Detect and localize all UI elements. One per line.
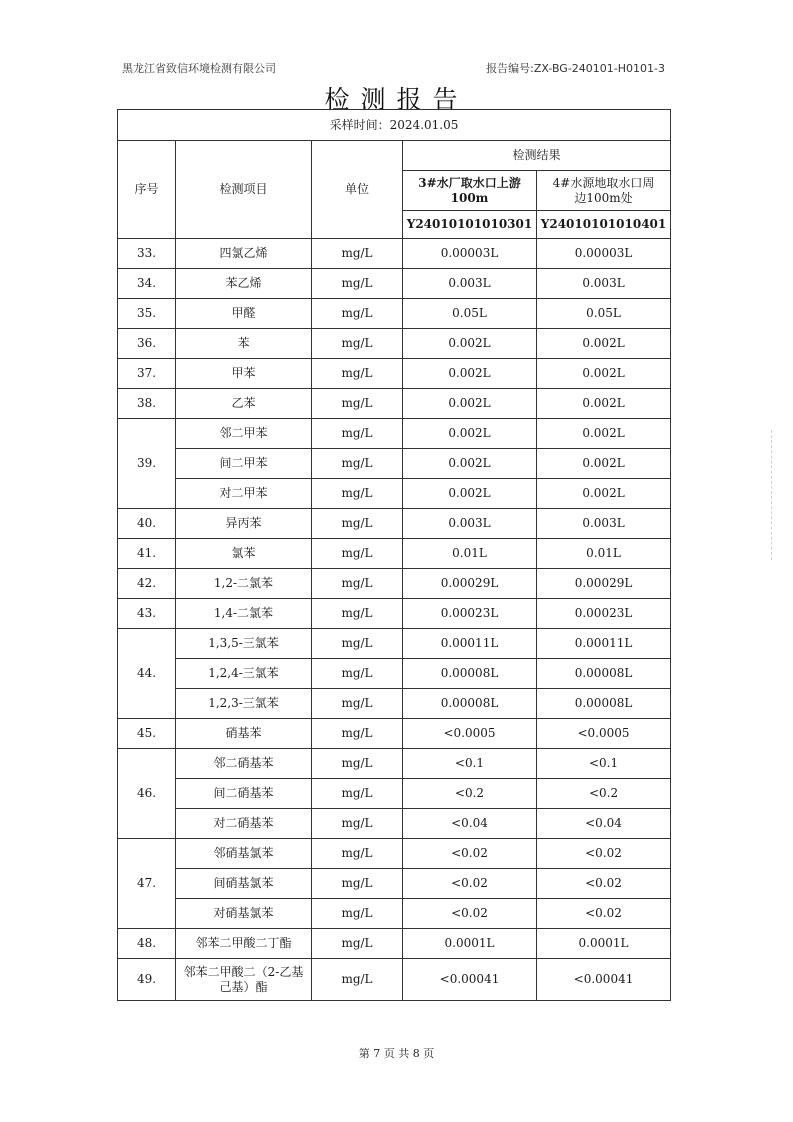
table-row bbox=[118, 959, 671, 1001]
value-cell-site-1: 0.05L bbox=[403, 299, 537, 329]
seq-cell: 49. bbox=[118, 959, 176, 1001]
table-row bbox=[118, 389, 671, 419]
seq-cell: 37. bbox=[118, 359, 176, 389]
value-cell-site-1: 0.002L bbox=[403, 329, 537, 359]
value-cell-site-2: 0.00023L bbox=[537, 599, 671, 629]
value-cell-site-2: 0.01L bbox=[537, 539, 671, 569]
unit-cell: mg/L bbox=[312, 449, 403, 479]
sample-code-1: Y24010101010301 bbox=[403, 211, 537, 239]
seq-cell: 35. bbox=[118, 299, 176, 329]
item-cell: 对二甲苯 bbox=[176, 479, 312, 509]
table-row bbox=[118, 329, 671, 359]
value-cell-site-2: 0.002L bbox=[537, 479, 671, 509]
unit-cell: mg/L bbox=[312, 689, 403, 719]
value-cell-site-1: <0.00041 bbox=[403, 959, 537, 1001]
table-row bbox=[118, 479, 671, 509]
company-name: 黑龙江省致信环境检测有限公司 bbox=[122, 62, 276, 75]
value-cell-site-2: <0.1 bbox=[537, 749, 671, 779]
header-site-2: 4#水源地取水口周边100m处 bbox=[537, 171, 671, 211]
item-cell: 对硝基氯苯 bbox=[176, 899, 312, 929]
value-cell-site-2: 0.00008L bbox=[537, 659, 671, 689]
value-cell-site-2: 0.003L bbox=[537, 269, 671, 299]
seq-cell: 42. bbox=[118, 569, 176, 599]
table-row bbox=[118, 449, 671, 479]
value-cell-site-1: <0.02 bbox=[403, 839, 537, 869]
table-row bbox=[118, 839, 671, 869]
value-cell-site-1: <0.1 bbox=[403, 749, 537, 779]
value-cell-site-2: 0.00011L bbox=[537, 629, 671, 659]
value-cell-site-2: 0.00003L bbox=[537, 239, 671, 269]
value-cell-site-2: <0.02 bbox=[537, 839, 671, 869]
unit-cell: mg/L bbox=[312, 419, 403, 449]
unit-cell: mg/L bbox=[312, 809, 403, 839]
unit-cell: mg/L bbox=[312, 569, 403, 599]
item-cell: 间二甲苯 bbox=[176, 449, 312, 479]
value-cell-site-1: 0.01L bbox=[403, 539, 537, 569]
value-cell-site-1: <0.0005 bbox=[403, 719, 537, 749]
seam-stamp bbox=[771, 430, 790, 560]
item-cell: 苯乙烯 bbox=[176, 269, 312, 299]
unit-cell: mg/L bbox=[312, 749, 403, 779]
item-cell: 乙苯 bbox=[176, 389, 312, 419]
value-cell-site-2: 0.05L bbox=[537, 299, 671, 329]
seq-cell: 34. bbox=[118, 269, 176, 299]
seq-cell: 40. bbox=[118, 509, 176, 539]
value-cell-site-2: 0.00029L bbox=[537, 569, 671, 599]
value-cell-site-2: <0.02 bbox=[537, 899, 671, 929]
unit-cell: mg/L bbox=[312, 869, 403, 899]
value-cell-site-1: 0.00023L bbox=[403, 599, 537, 629]
table-row bbox=[118, 569, 671, 599]
item-cell: 邻苯二甲酸二（2-乙基己基）酯 bbox=[176, 959, 312, 1001]
item-cell: 间硝基氯苯 bbox=[176, 869, 312, 899]
table-row bbox=[118, 299, 671, 329]
report-number: 报告编号:ZX-BG-240101-H0101-3 bbox=[486, 62, 665, 75]
table-row bbox=[118, 629, 671, 659]
seq-cell: 48. bbox=[118, 929, 176, 959]
unit-cell: mg/L bbox=[312, 779, 403, 809]
value-cell-site-2: 0.00008L bbox=[537, 689, 671, 719]
item-cell: 邻硝基氯苯 bbox=[176, 839, 312, 869]
unit-cell: mg/L bbox=[312, 299, 403, 329]
unit-cell: mg/L bbox=[312, 929, 403, 959]
seq-cell: 41. bbox=[118, 539, 176, 569]
value-cell-site-1: 0.00011L bbox=[403, 629, 537, 659]
item-cell: 四氯乙烯 bbox=[176, 239, 312, 269]
seq-cell: 44. bbox=[118, 629, 176, 719]
unit-cell: mg/L bbox=[312, 659, 403, 689]
value-cell-site-1: 0.002L bbox=[403, 389, 537, 419]
unit-cell: mg/L bbox=[312, 839, 403, 869]
value-cell-site-1: 0.0001L bbox=[403, 929, 537, 959]
seq-cell: 47. bbox=[118, 839, 176, 929]
value-cell-site-1: 0.002L bbox=[403, 479, 537, 509]
unit-cell: mg/L bbox=[312, 539, 403, 569]
table-row bbox=[118, 869, 671, 899]
value-cell-site-2: <0.0005 bbox=[537, 719, 671, 749]
value-cell-site-1: 0.003L bbox=[403, 509, 537, 539]
value-cell-site-1: 0.00003L bbox=[403, 239, 537, 269]
value-cell-site-1: 0.003L bbox=[403, 269, 537, 299]
item-cell: 甲醛 bbox=[176, 299, 312, 329]
table-row bbox=[118, 269, 671, 299]
value-cell-site-2: 0.002L bbox=[537, 359, 671, 389]
value-cell-site-2: 0.003L bbox=[537, 509, 671, 539]
seq-cell: 43. bbox=[118, 599, 176, 629]
header-item: 检测项目 bbox=[176, 141, 312, 239]
table-row bbox=[118, 599, 671, 629]
unit-cell: mg/L bbox=[312, 329, 403, 359]
seq-cell: 38. bbox=[118, 389, 176, 419]
table-row bbox=[118, 929, 671, 959]
item-cell: 异丙苯 bbox=[176, 509, 312, 539]
header-seq: 序号 bbox=[118, 141, 176, 239]
value-cell-site-2: <0.00041 bbox=[537, 959, 671, 1001]
header-result: 检测结果 bbox=[403, 141, 671, 171]
item-cell: 氯苯 bbox=[176, 539, 312, 569]
value-cell-site-1: <0.04 bbox=[403, 809, 537, 839]
table-row bbox=[118, 719, 671, 749]
item-cell: 1,3,5-三氯苯 bbox=[176, 629, 312, 659]
value-cell-site-2: 0.002L bbox=[537, 449, 671, 479]
item-cell: 邻苯二甲酸二丁酯 bbox=[176, 929, 312, 959]
sampling-time: 采样时间：2024.01.05 bbox=[118, 110, 671, 141]
table-row bbox=[118, 419, 671, 449]
item-cell: 间二硝基苯 bbox=[176, 779, 312, 809]
item-cell: 甲苯 bbox=[176, 359, 312, 389]
item-cell: 1,2-二氯苯 bbox=[176, 569, 312, 599]
item-cell: 邻二甲苯 bbox=[176, 419, 312, 449]
value-cell-site-1: 0.002L bbox=[403, 419, 537, 449]
value-cell-site-2: <0.2 bbox=[537, 779, 671, 809]
unit-cell: mg/L bbox=[312, 239, 403, 269]
unit-cell: mg/L bbox=[312, 479, 403, 509]
unit-cell: mg/L bbox=[312, 899, 403, 929]
item-cell: 苯 bbox=[176, 329, 312, 359]
item-cell: 1,4-二氯苯 bbox=[176, 599, 312, 629]
value-cell-site-1: 0.002L bbox=[403, 359, 537, 389]
sample-code-2: Y24010101010401 bbox=[537, 211, 671, 239]
value-cell-site-2: 0.002L bbox=[537, 389, 671, 419]
item-cell: 对二硝基苯 bbox=[176, 809, 312, 839]
table-row bbox=[118, 899, 671, 929]
value-cell-site-1: 0.00008L bbox=[403, 659, 537, 689]
item-cell: 邻二硝基苯 bbox=[176, 749, 312, 779]
value-cell-site-2: 0.0001L bbox=[537, 929, 671, 959]
seq-cell: 33. bbox=[118, 239, 176, 269]
unit-cell: mg/L bbox=[312, 269, 403, 299]
unit-cell: mg/L bbox=[312, 629, 403, 659]
value-cell-site-1: 0.00008L bbox=[403, 689, 537, 719]
value-cell-site-2: <0.04 bbox=[537, 809, 671, 839]
item-cell: 硝基苯 bbox=[176, 719, 312, 749]
header-unit: 单位 bbox=[312, 141, 403, 239]
item-cell: 1,2,3-三氯苯 bbox=[176, 689, 312, 719]
seq-cell: 46. bbox=[118, 749, 176, 839]
report-title: 检测报告 bbox=[324, 85, 469, 114]
table-row bbox=[118, 809, 671, 839]
table-row bbox=[118, 539, 671, 569]
unit-cell: mg/L bbox=[312, 959, 403, 1001]
value-cell-site-2: 0.002L bbox=[537, 329, 671, 359]
unit-cell: mg/L bbox=[312, 359, 403, 389]
value-cell-site-1: <0.02 bbox=[403, 899, 537, 929]
value-cell-site-1: 0.00029L bbox=[403, 569, 537, 599]
value-cell-site-1: <0.02 bbox=[403, 869, 537, 899]
page-number: 第 7 页 共 8 页 bbox=[358, 1047, 435, 1060]
value-cell-site-2: 0.002L bbox=[537, 419, 671, 449]
seq-cell: 39. bbox=[118, 419, 176, 509]
item-cell: 1,2,4-三氯苯 bbox=[176, 659, 312, 689]
unit-cell: mg/L bbox=[312, 599, 403, 629]
table-row bbox=[118, 239, 671, 269]
unit-cell: mg/L bbox=[312, 509, 403, 539]
table-row bbox=[118, 749, 671, 779]
seq-cell: 36. bbox=[118, 329, 176, 359]
table-row bbox=[118, 659, 671, 689]
header-site-1: 3#水厂取水口上游100m bbox=[403, 171, 537, 211]
unit-cell: mg/L bbox=[312, 389, 403, 419]
value-cell-site-2: <0.02 bbox=[537, 869, 671, 899]
table-row bbox=[118, 509, 671, 539]
table-row bbox=[118, 359, 671, 389]
results-table bbox=[117, 109, 671, 1001]
value-cell-site-1: 0.002L bbox=[403, 449, 537, 479]
table-row bbox=[118, 779, 671, 809]
value-cell-site-1: <0.2 bbox=[403, 779, 537, 809]
table-row bbox=[118, 689, 671, 719]
unit-cell: mg/L bbox=[312, 719, 403, 749]
seq-cell: 45. bbox=[118, 719, 176, 749]
